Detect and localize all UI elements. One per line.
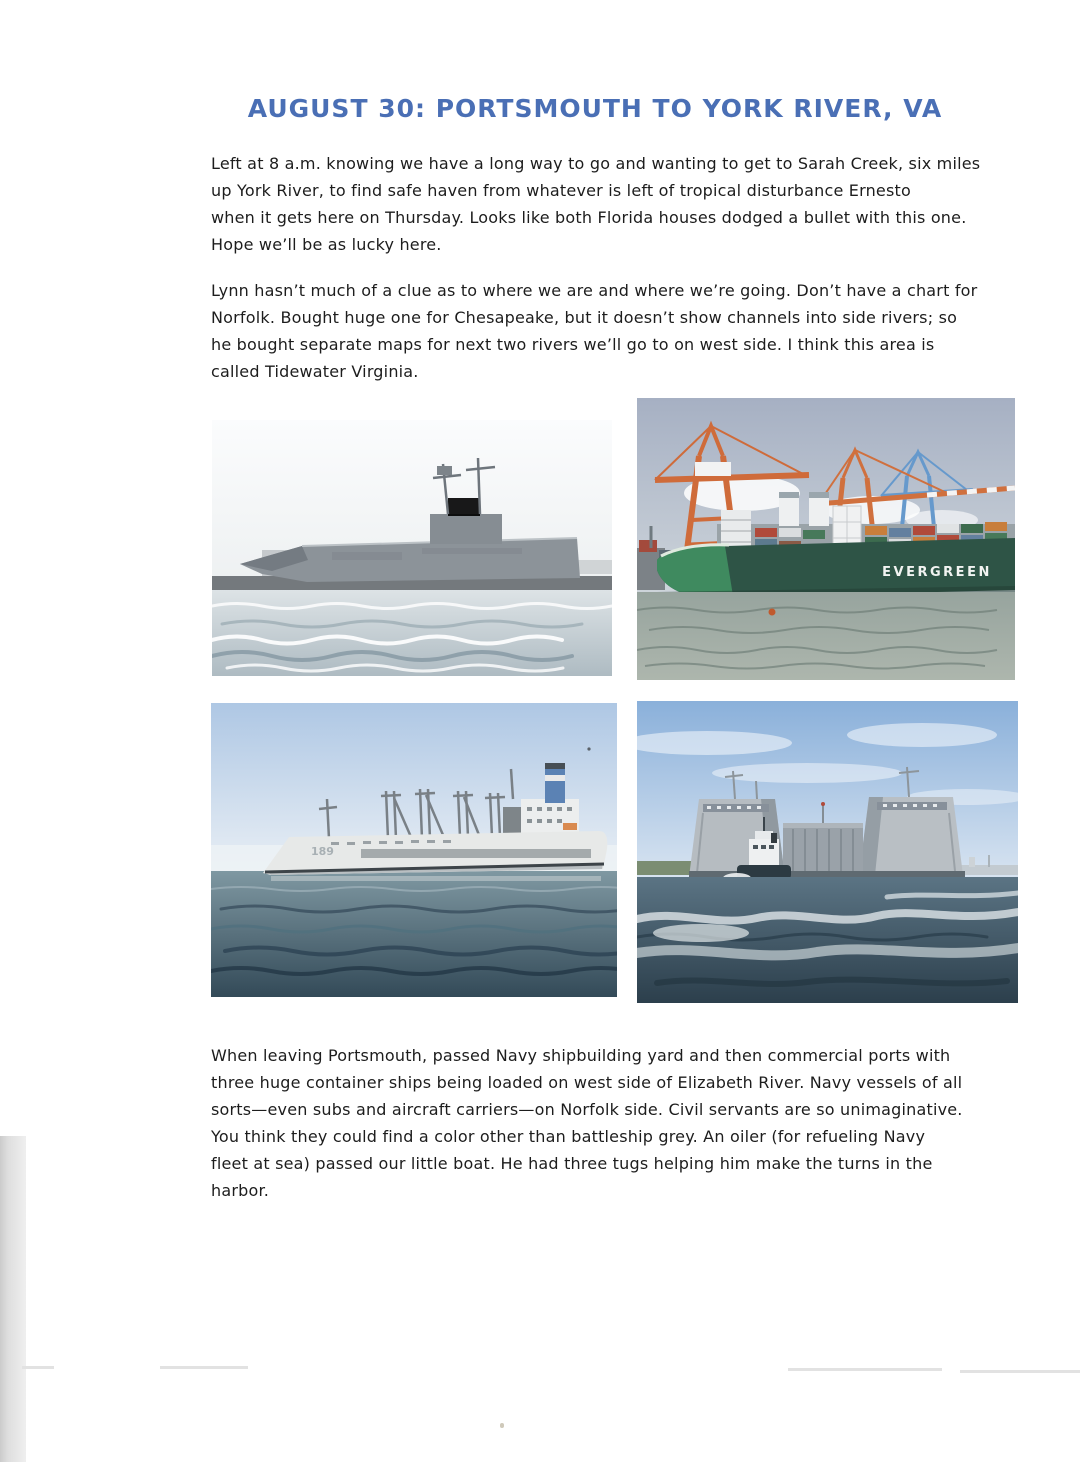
oiler-illustration	[211, 703, 617, 997]
stack	[545, 767, 565, 803]
hull-reflection	[271, 876, 601, 881]
paragraph-departure	[211, 150, 980, 258]
assault-ship-illustration	[212, 420, 612, 676]
scan-speck	[500, 1423, 504, 1428]
text-line: three huge container ships being loaded on west side of Elizabeth River. Navy vessels of all	[211, 1073, 963, 1092]
text-line: fleet at sea) passed our little boat. He had three tugs helping him make the turns in the	[211, 1154, 933, 1173]
text-line: sorts—even subs and aircraft carriers—on Norfolk side. Civil servants are so unimaginative.	[211, 1100, 963, 1119]
paragraph-harbor	[211, 1042, 963, 1204]
scan-line-artifact	[160, 1366, 248, 1369]
crane-machinery-house	[695, 462, 731, 476]
hull-number: 189	[311, 845, 334, 858]
text-line: called Tidewater Virginia.	[211, 362, 419, 381]
text-line: You think they could find a color other than battleship grey. An oiler (for refueling Navy	[211, 1127, 926, 1146]
navy-oiler-ship-photo	[211, 703, 617, 997]
paragraph-charts	[211, 277, 977, 385]
text-line: up York River, to find safe haven from whatever is left of tropical disturbance Ernesto	[211, 181, 911, 200]
text-line: harbor.	[211, 1181, 270, 1200]
scan-line-artifact	[22, 1366, 54, 1369]
scan-shadow-strip	[0, 1136, 26, 1462]
text-line: Hope we’ll be as lucky here.	[211, 235, 442, 254]
scan-line-artifact	[960, 1370, 1080, 1373]
dust-speck	[587, 747, 590, 750]
lifeboat	[563, 823, 577, 830]
navy-amphibious-assault-ship-photo	[212, 420, 612, 676]
evergreen-container-ship-photo	[637, 398, 1015, 680]
water	[637, 592, 1015, 680]
foam-patch	[653, 924, 749, 942]
buoy	[769, 609, 776, 616]
roro-ships-with-tug-photo	[637, 701, 1018, 1003]
text-line: he bought separate maps for next two rivers we’ll go to on west side. I think this area is	[211, 335, 935, 354]
roro-ships-illustration	[637, 701, 1018, 1003]
scan-line-artifact	[788, 1368, 942, 1371]
text-line: Lynn hasn’t much of a clue as to where we are and where we’re going. Don’t have a chart for	[211, 281, 978, 300]
evergreen-hull-text: EVERGREEN	[882, 565, 992, 580]
text-line: Left at 8 a.m. knowing we have a long way to go and wanting to get to Sarah Creek, six miles	[211, 154, 981, 173]
page-title: AUGUST 30: PORTSMOUTH TO YORK RIVER, VA	[247, 94, 943, 123]
text-line: When leaving Portsmouth, passed Navy shipbuilding yard and then commercial ports with	[211, 1046, 951, 1065]
container-ship-illustration	[637, 398, 1015, 680]
text-line: Norfolk. Bought huge one for Chesapeake, but it doesn’t show channels into side rivers; so	[211, 308, 958, 327]
text-line: when it gets here on Thursday. Looks like both Florida houses dodged a bullet with this one.	[211, 208, 967, 227]
